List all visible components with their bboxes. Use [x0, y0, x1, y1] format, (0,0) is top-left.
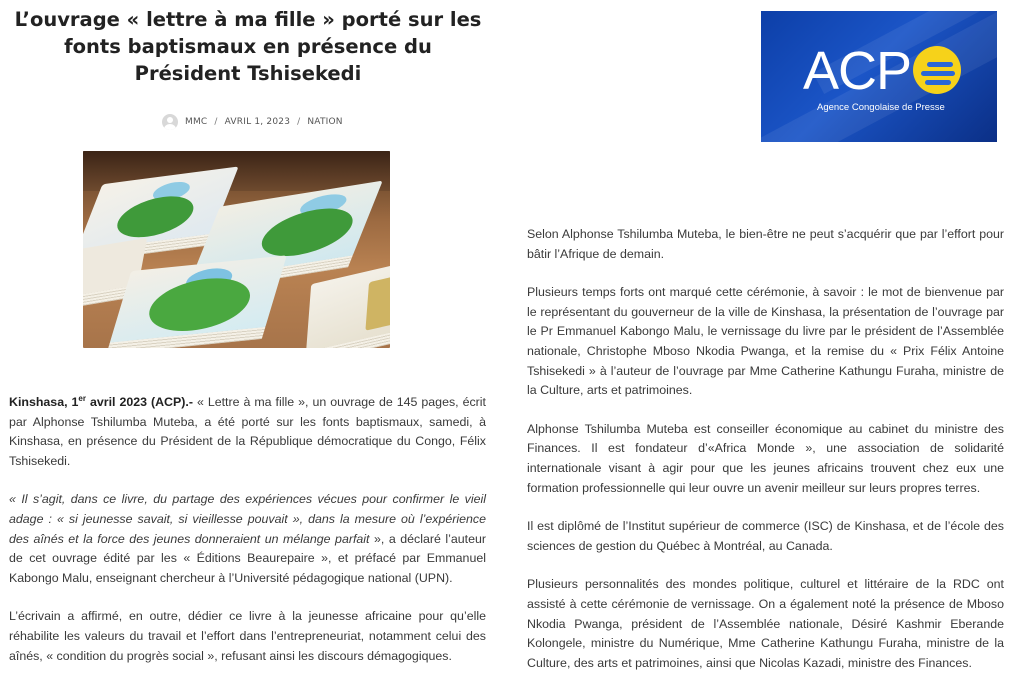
paragraph: Il est diplômé de l’Institut supérieur de commerce (ISC) de Kinshasa, et de l’école des sciences de gestion du Québec à Montréal, au Canada.: [527, 519, 1004, 553]
paragraph: L’écrivain a affirmé, en outre, dédier ce livre à la jeunesse africaine pour qu’elle réhabilite les valeurs du travail et l’effort dans l’entrepreneuriat, notamment celui des aînés, « condition du progrès social », refusant ainsi les discours démagogiques.: [9, 609, 486, 663]
paragraph: Alphonse Tshilumba Muteba est conseiller économique au cabinet du ministre des Finances. Il est fondateur d’«Africa Monde », une association de solidarité internationale visant à agir pour que les jeunes africains trouvent chez eux une formation professionnelle qui leur ouvre un avenir meilleur sur leurs propres terres.: [527, 421, 1004, 495]
post-date: AVRIL 1, 2023: [224, 117, 291, 127]
article-title: L’ouvrage « lettre à ma fille » porté sur les fonts baptismaux en présence du Président Tshisekedi: [14, 8, 482, 85]
category-link[interactable]: NATION: [307, 117, 343, 127]
paragraph: Plusieurs temps forts ont marqué cette cérémonie, à savoir : le mot de bienvenue par le représentant du gouverneur de la ville de Kinshasa, la présentation de l’ouvrage par le Pr Emmanuel Kabongo Malu, le vernissage du livre par le président de l’Assemblée nationale, Christophe Mboso Nkodia Pwanga, et la remise du « Prix Félix Antoine Tshisekedi » à l’auteur de l’ouvrage par Mme Catherine Kathungu Furaha, ministre de la Culture, arts et patrimoines.: [527, 285, 1004, 398]
meta-separator: /: [214, 117, 218, 127]
paragraph: Selon Alphonse Tshilumba Muteba, le bien-être ne peut s’acquérir que par l’effort pour bâtir l’Afrique de demain.: [527, 227, 1004, 261]
acp-logo: [761, 11, 997, 142]
quote: « Il s’agit, dans ce livre, du partage des expériences vécues pour confirmer le vieil adage : « si jeunesse savait, si vieillesse pouvait », dans la mesure où l’expérience des aînés et la force des jeunes donneraient un mélange parfait: [9, 492, 486, 546]
logo-subtitle: Agence Congolaise de Presse: [817, 102, 945, 113]
paragraph: Kinshasa, 1er avril 2023 (ACP).- « Lettre à ma fille », un ouvrage de 145 pages, écrit par Alphonse Tshilumba Muteba, a été porté sur les fonts baptismaux, samedi, à Kinshasa, en présence du Président de la République démocratique du Congo, Félix Tshisekedi.: [9, 393, 486, 468]
article-photo: [83, 151, 390, 348]
right-column: [527, 225, 1004, 673]
paragraph: « Il s’agit, dans ce livre, du partage des expériences vécues pour confirmer le vieil adage : « si jeunesse savait, si vieillesse pouvait », dans la mesure où l’expérience des aînés et la force des jeunes donneraient un mélange parfait », a déclaré l’auteur de cet ouvrage édité par les « Éditions Beaurepaire », et préfacé par Emmanuel Kabongo Malu, enseignant chercheur à l’Université pédagogique national (UPN).: [9, 492, 486, 585]
book-stack: [306, 260, 390, 348]
post-meta: [162, 114, 343, 130]
logo-circle-icon: [913, 46, 961, 94]
paragraph: Plusieurs personnalités des mondes politique, culturel et littéraire de la RDC ont assisté à cette cérémonie de vernissage. On a également noté la présence de Mboso Nkodia Pwanga, président de l’Assemblée nationale, Désiré Kashmir Eberande Kolongele, ministre du Numérique, Mme Catherine Kathungu Furaha, ministre de la Culture, des arts et patrimoines, ainsi que Nicolas Kazadi, ministre des Finances.: [527, 577, 1004, 670]
dateline: Kinshasa, 1er avril 2023 (ACP).-: [9, 393, 193, 409]
meta-separator: /: [297, 117, 301, 127]
author-avatar-icon: [162, 114, 178, 130]
author-link[interactable]: MMC: [185, 117, 208, 127]
left-column: [9, 393, 486, 666]
logo-brand-text: ACP: [803, 41, 912, 101]
